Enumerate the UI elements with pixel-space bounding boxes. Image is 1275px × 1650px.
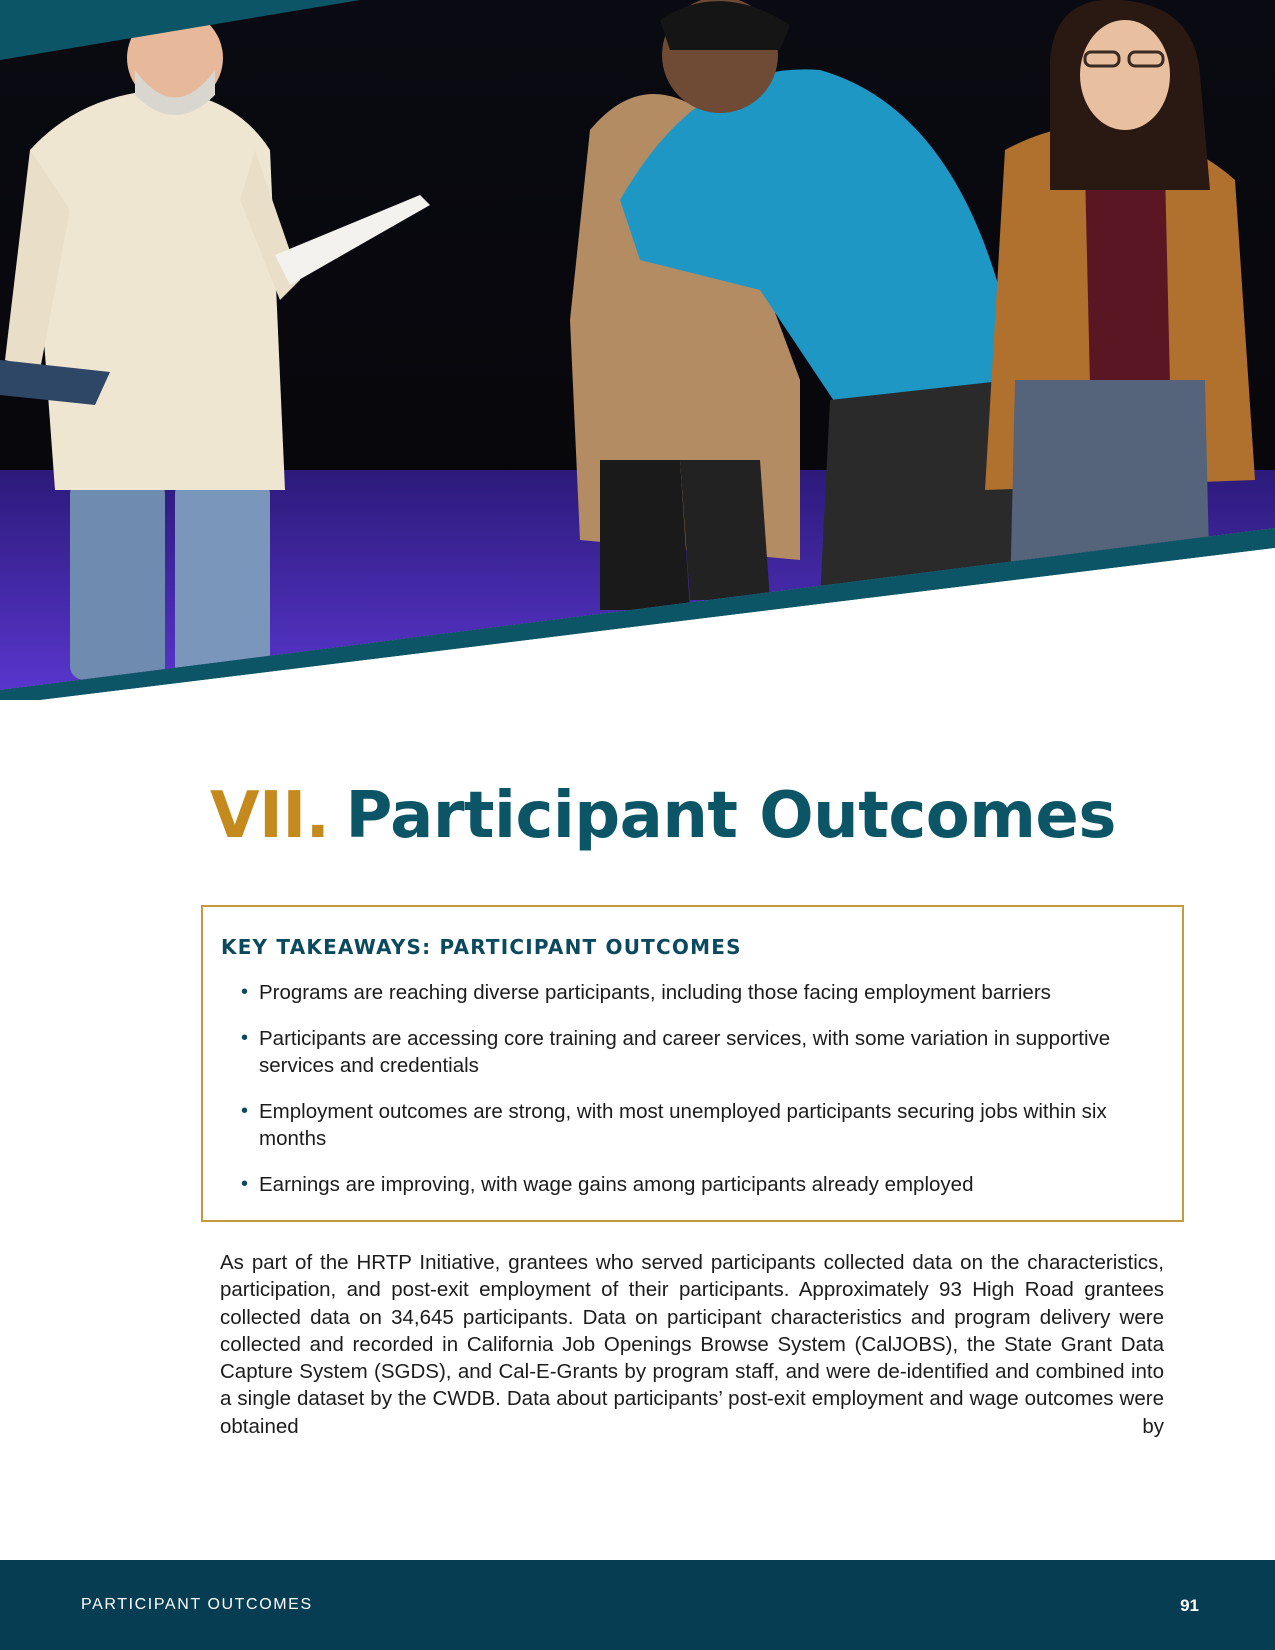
list-item-text: Employment outcomes are strong, with most unemployed participants securing jobs within six months <box>259 1100 1107 1150</box>
footer-section-label: PARTICIPANT OUTCOMES <box>81 1596 313 1613</box>
key-takeaways-box <box>201 905 1184 1222</box>
list-item <box>241 1025 1146 1079</box>
list-item-text: Participants are accessing core training and career services, with some variation in supportive services and credentials <box>259 1027 1111 1077</box>
bullet-icon: • <box>241 981 249 1003</box>
hero-photo <box>0 0 1275 700</box>
body-paragraph: As part of the HRTP Initiative, grantees who served participants collected data on the characteristics, participation, and post-exit employment of their participants. Approximately 93 High Road grantees collected data on 34,645 participants. Data on participant characteristics and program delivery were collected and recorded in California Job Openings Browse System (CalJOBS), the State Grant Data Capture System (SGDS), and Cal-E-Grants by program staff, and were de-identified and combined into a single dataset by the CWDB. Data about participants’ post-exit employment and wage outcomes were obtained by <box>220 1251 1164 1438</box>
list-item <box>241 1098 1146 1152</box>
award-ceremony-photo <box>0 0 1275 700</box>
bullet-icon: • <box>241 1027 249 1049</box>
page-footer <box>0 1560 1275 1650</box>
key-takeaways-list <box>241 979 1146 1217</box>
page-title <box>210 780 1116 852</box>
section-number: VII. <box>210 779 330 853</box>
bullet-icon: • <box>241 1173 249 1195</box>
bullet-icon: • <box>241 1100 249 1122</box>
list-item-text: Programs are reaching diverse participants, including those facing employment barriers <box>259 981 1051 1004</box>
section-title: Participant Outcomes <box>345 779 1116 853</box>
list-item-text: Earnings are improving, with wage gains among participants already employed <box>259 1173 974 1196</box>
key-takeaways-heading: KEY TAKEAWAYS: PARTICIPANT OUTCOMES <box>221 935 742 959</box>
list-item <box>241 1171 1146 1198</box>
list-item <box>241 979 1146 1006</box>
page-number: 91 <box>1180 1596 1199 1615</box>
